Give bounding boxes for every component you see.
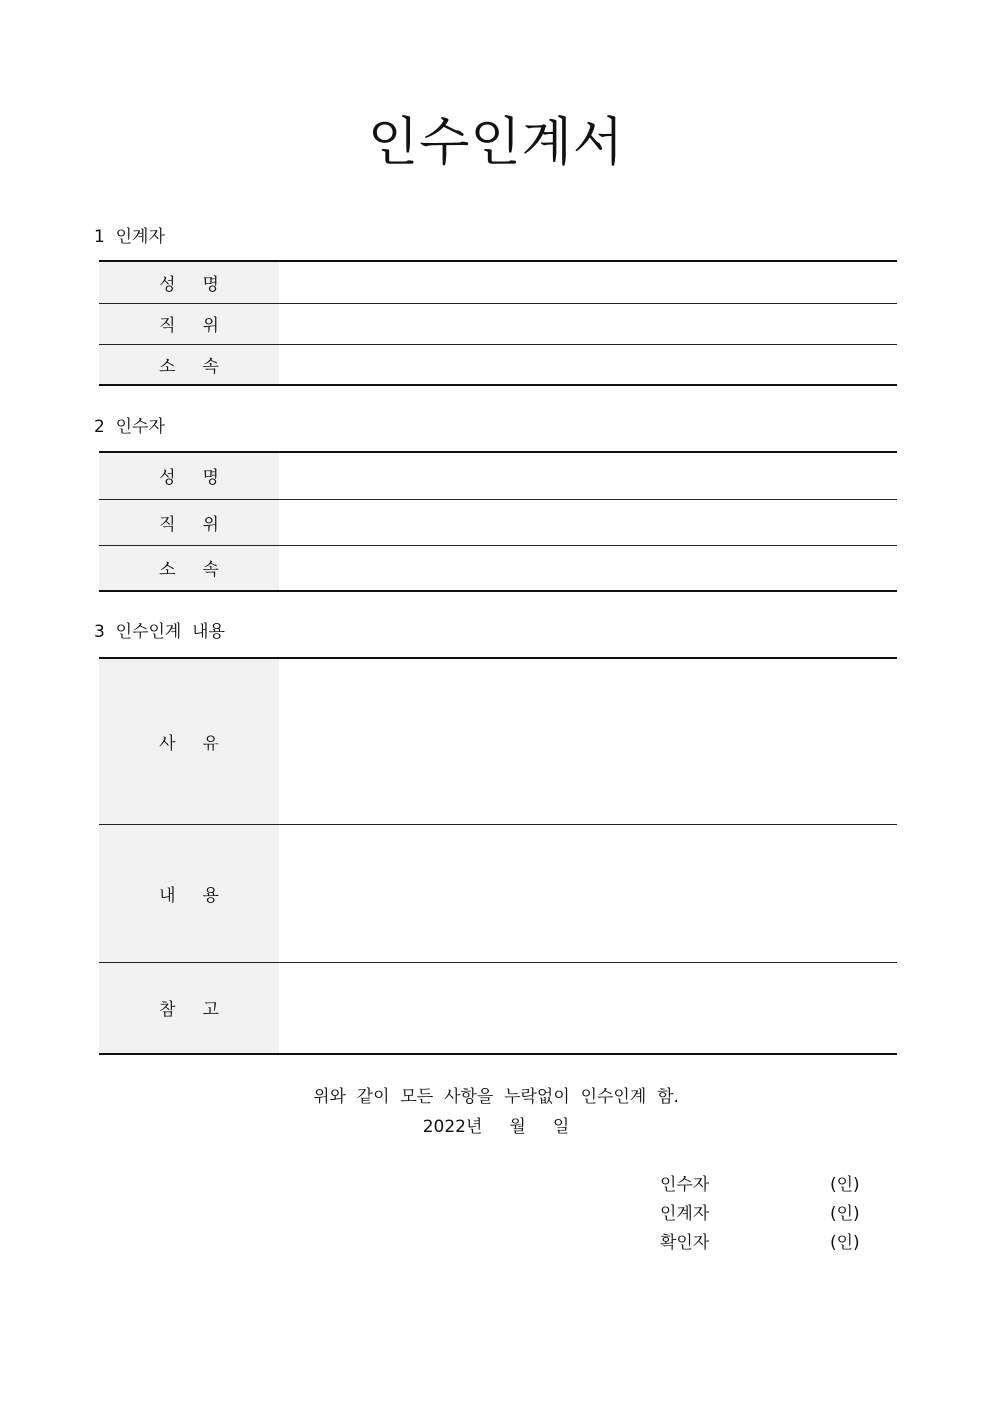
section-label-receiving-person: 2 인수자 [94,417,165,437]
document-date: 2022년 월 일 [422,1117,570,1137]
section-label-handover-content: 3 인수인계 내용 [94,622,225,642]
reference-field[interactable] [279,962,897,1054]
section-label-handover-person: 1 인계자 [94,227,165,247]
table-row [99,261,897,303]
receiving-person-table [99,451,897,592]
signature-row-handover [660,1202,900,1226]
department-field[interactable] [279,344,897,385]
signature-role: 인계자 [660,1204,710,1224]
field-label-content: 내 용 [99,824,279,962]
name-field[interactable] [279,261,897,303]
table-row [99,824,897,962]
signature-row-verifier [660,1231,900,1255]
handover-person-table [99,260,897,386]
position-field[interactable] [279,499,897,545]
field-label-reference: 참 고 [99,962,279,1054]
document-title: 인수인계서 [367,113,625,173]
field-label-department: 소 속 [99,344,279,385]
field-label-position: 직 위 [99,499,279,545]
handover-content-table [99,657,897,1055]
table-row [99,658,897,824]
table-row [99,962,897,1054]
table-row [99,344,897,385]
position-field[interactable] [279,303,897,344]
signature-role: 확인자 [660,1233,710,1253]
content-field[interactable] [279,824,897,962]
table-row [99,545,897,591]
seal-placeholder: (인) [830,1204,860,1224]
field-label-department: 소 속 [99,545,279,591]
table-row [99,452,897,499]
department-field[interactable] [279,545,897,591]
confirmation-statement: 위와 같이 모든 사항을 누락없이 인수인계 함. [313,1087,679,1107]
signature-role: 인수자 [660,1175,710,1195]
field-label-name: 성 명 [99,452,279,499]
field-label-name: 성 명 [99,261,279,303]
table-row [99,499,897,545]
reason-field[interactable] [279,658,897,824]
seal-placeholder: (인) [830,1233,860,1253]
field-label-position: 직 위 [99,303,279,344]
name-field[interactable] [279,452,897,499]
signature-row-receiver [660,1173,900,1197]
table-row [99,303,897,344]
seal-placeholder: (인) [830,1175,860,1195]
field-label-reason: 사 유 [99,658,279,824]
